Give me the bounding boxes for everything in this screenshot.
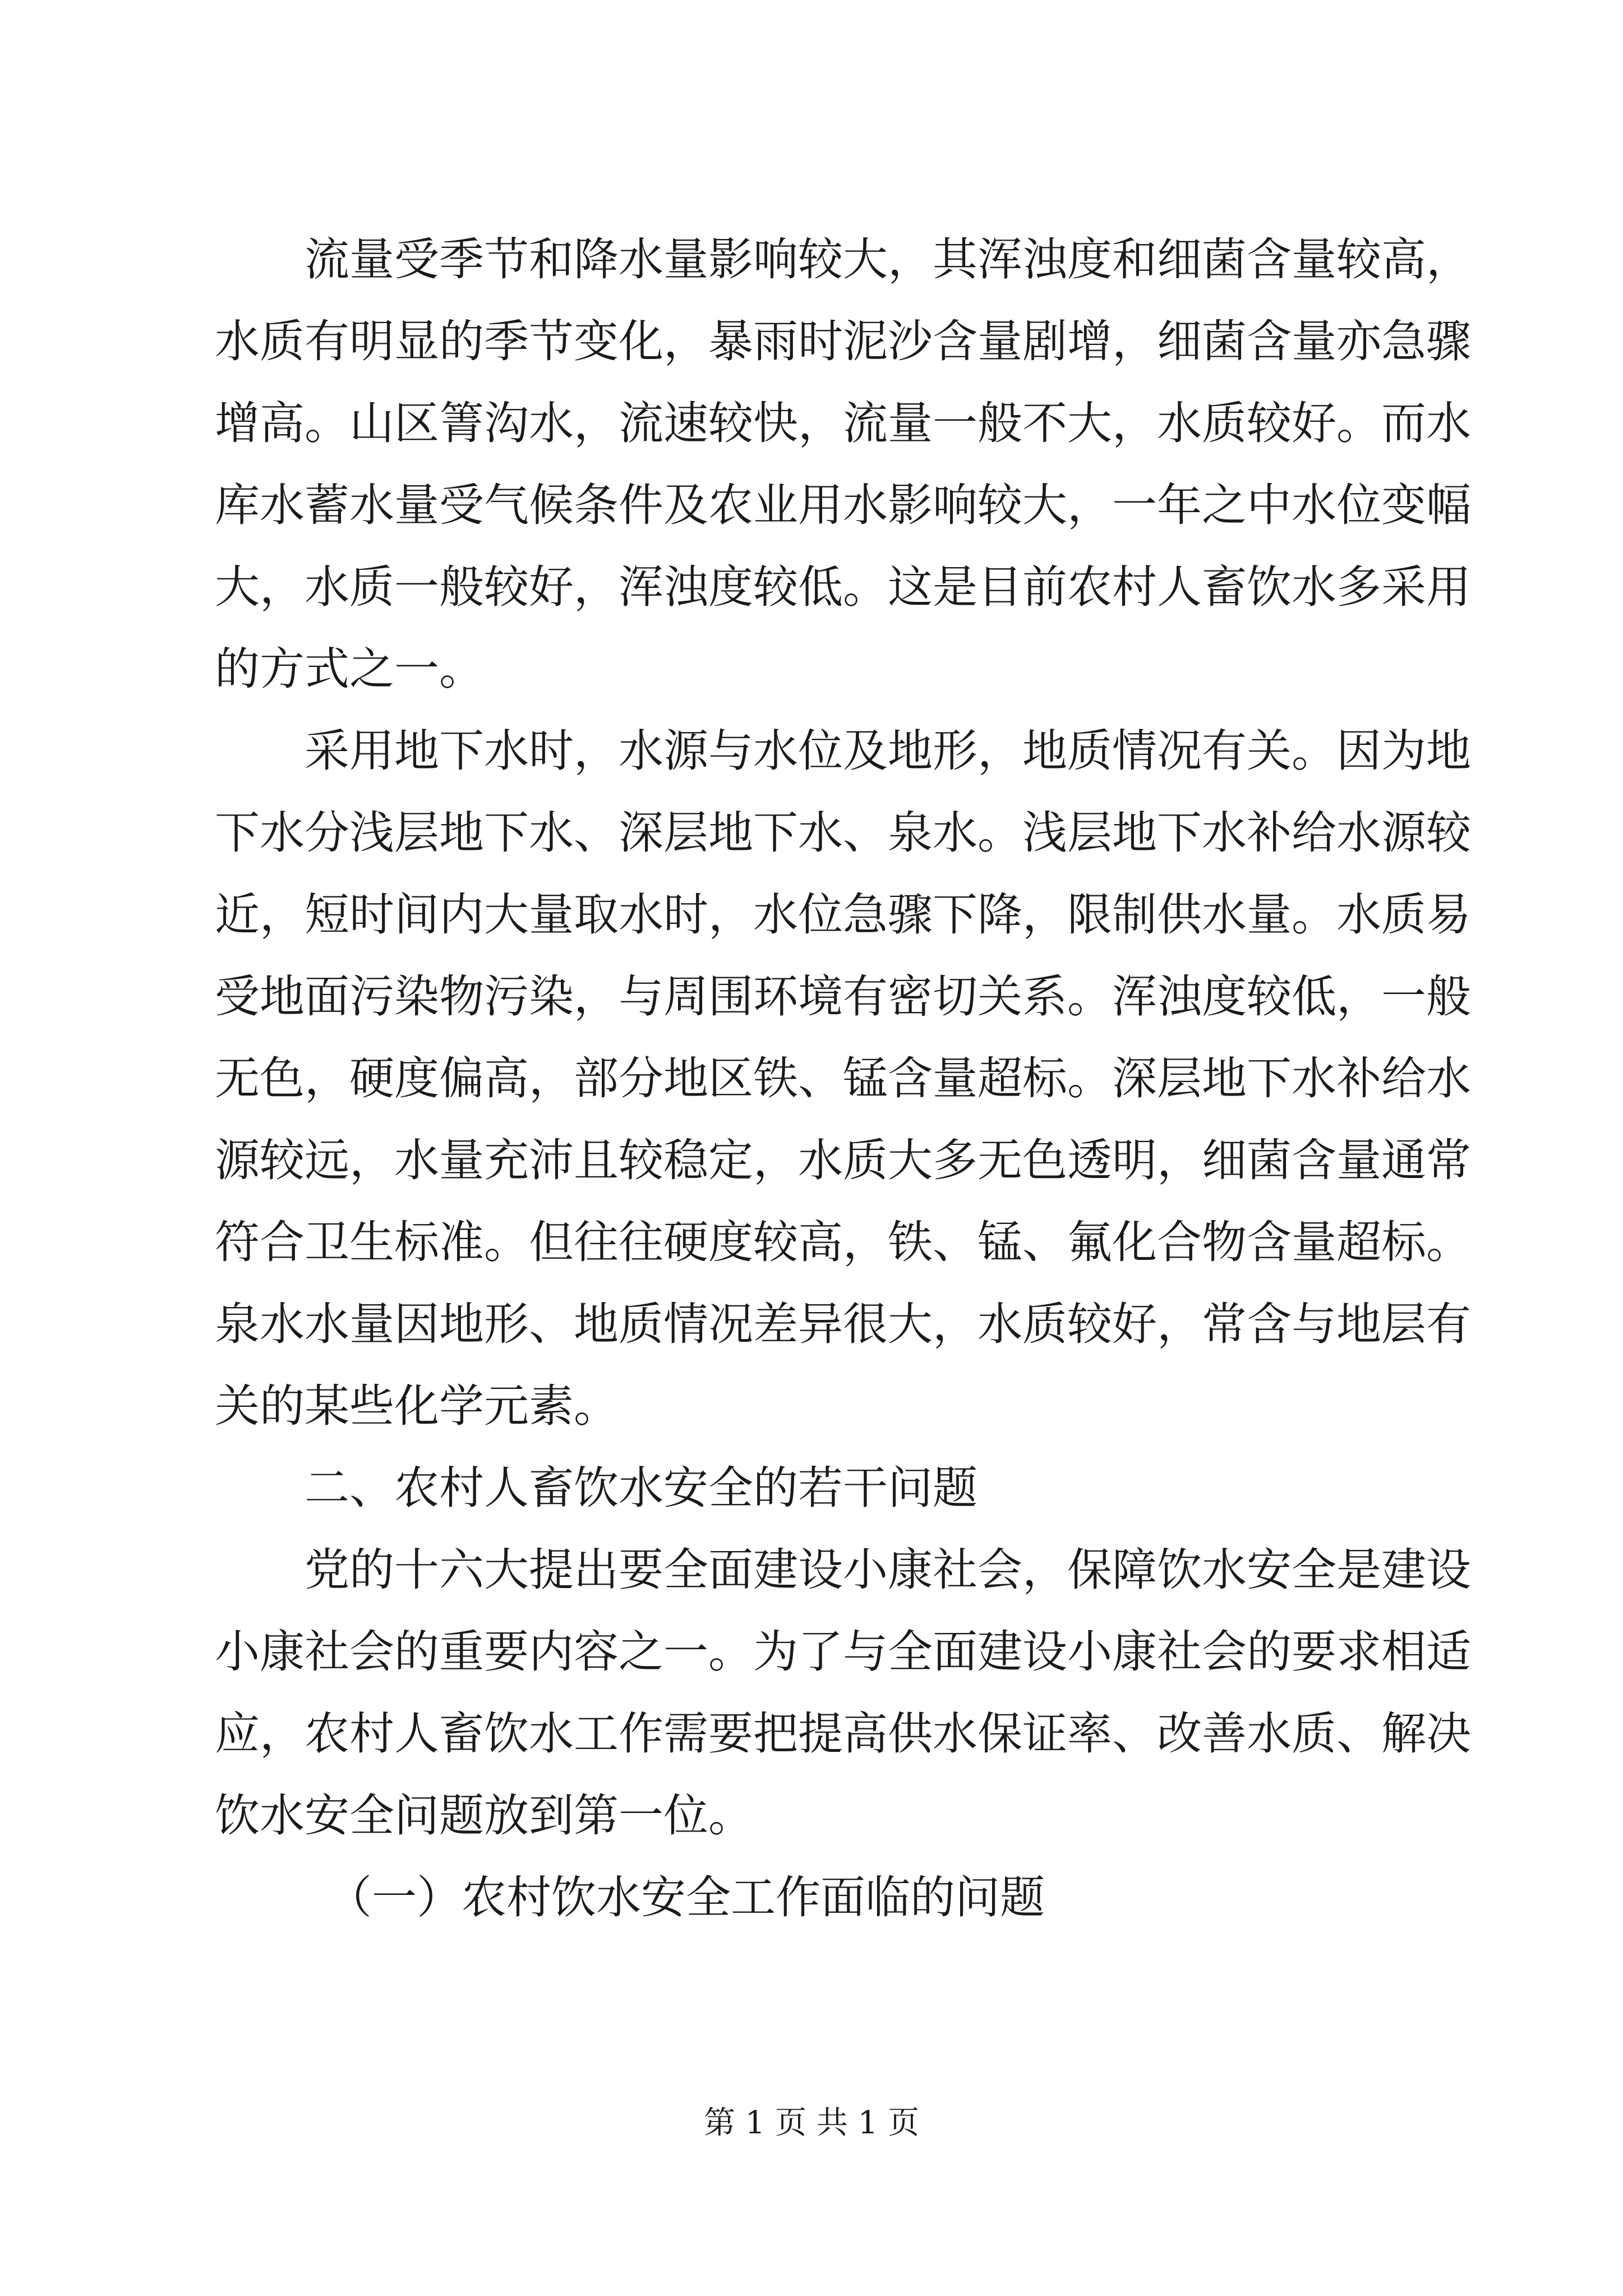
paragraph-line: 采用地下水时，水源与水位及地形，地质情况有关。因为地 (305, 725, 1471, 777)
page-footer: 第 1 页 共 1 页 (703, 2105, 920, 2141)
document-body (215, 219, 1471, 1939)
paragraph-line: 无色，硬度偏高，部分地区铁、锰含量超标。深层地下水补给水 (215, 1052, 1471, 1105)
paragraph-line: 的方式之一。 (215, 643, 484, 695)
paragraph-line: 大，水质一般较好，浑浊度较低。这是目前农村人畜饮水多采用 (215, 561, 1471, 613)
paragraph-line: 饮水安全问题放到第一位。 (215, 1789, 753, 1842)
paragraph-line: 增高。山区箐沟水，流速较快，流量一般不大，水质较好。而水 (215, 397, 1471, 449)
paragraph-line: 源较远，水量充沛且较稳定，水质大多无色透明，细菌含量通常 (215, 1134, 1471, 1186)
section-heading: 二、农村人畜饮水安全的若干问题 (305, 1462, 978, 1514)
paragraph-line: 下水分浅层地下水、深层地下水、泉水。浅层地下水补给水源较 (215, 807, 1471, 859)
paragraph-line: 近，短时间内大量取水时，水位急骤下降，限制供水量。水质易 (215, 889, 1471, 941)
paragraph-line: 受地面污染物污染，与周围环境有密切关系。浑浊度较低，一般 (215, 970, 1471, 1023)
paragraph-line: 小康社会的重要内容之一。为了与全面建设小康社会的要求相适 (215, 1626, 1471, 1678)
paragraph-line: 泉水水量因地形、地质情况差异很大，水质较好，常含与地层有 (215, 1298, 1471, 1350)
paragraph-line: 流量受季节和降水量影响较大，其浑浊度和细菌含量较高， (305, 233, 1471, 286)
paragraph-line: 库水蓄水量受气候条件及农业用水影响较大，一年之中水位变幅 (215, 479, 1471, 531)
paragraph-line: 关的某些化学元素。 (215, 1380, 619, 1432)
paragraph-line: 党的十六大提出要全面建设小康社会，保障饮水安全是建设 (305, 1544, 1471, 1596)
paragraph-line: 符合卫生标准。但往往硬度较高，铁、锰、氟化合物含量超标。 (215, 1216, 1471, 1268)
subsection-heading: （一）农村饮水安全工作面临的问题 (327, 1871, 1045, 1924)
paragraph-line: 应，农村人畜饮水工作需要把提高供水保证率、改善水质、解决 (215, 1708, 1471, 1760)
paragraph-line: 水质有明显的季节变化，暴雨时泥沙含量剧增，细菌含量亦急骤 (215, 315, 1471, 367)
